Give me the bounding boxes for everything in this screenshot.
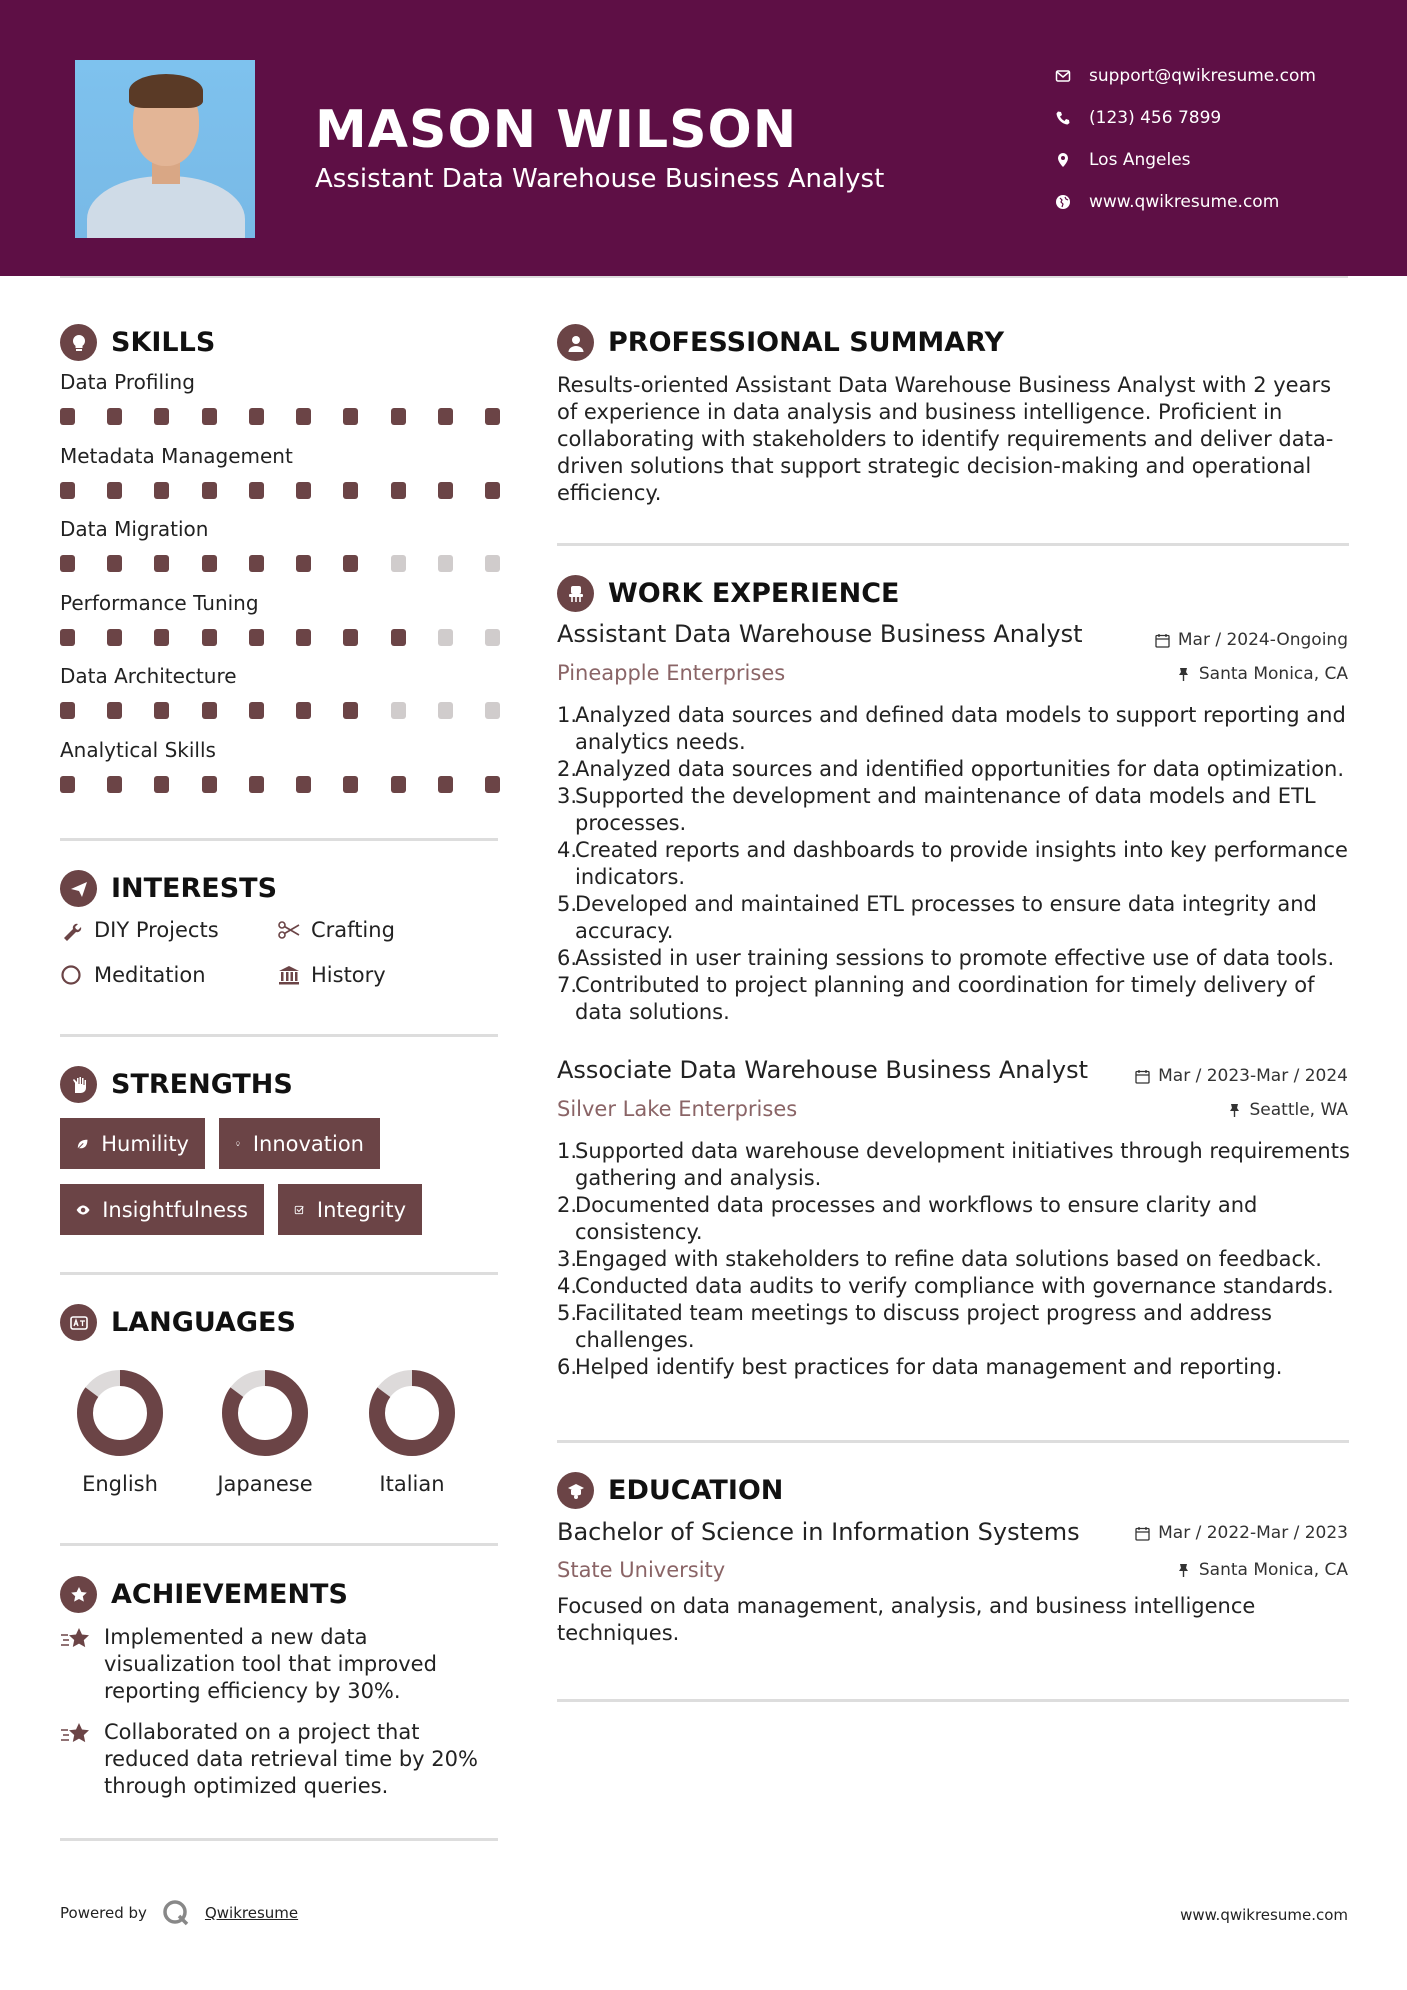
skill-level-dot bbox=[343, 555, 358, 572]
footer-url[interactable]: www.qwikresume.com bbox=[1180, 1906, 1348, 1924]
responsibility-item: 1. Analyzed data sources and defined data models to support reporting and analytics needs. bbox=[557, 703, 1346, 754]
skill-level-dot bbox=[343, 408, 358, 425]
skill-level-dot bbox=[296, 776, 311, 793]
skill-level-dot bbox=[249, 776, 264, 793]
strength-tag: Humility bbox=[60, 1118, 205, 1169]
responsibility-item: 6. Assisted in user training sessions to promote effective use of data tools. bbox=[557, 946, 1335, 970]
candidate-title: Assistant Data Warehouse Business Analyst bbox=[315, 164, 885, 194]
skill-level-dot bbox=[202, 776, 217, 793]
section-divider bbox=[557, 1440, 1349, 1443]
skill-name: Data Profiling bbox=[60, 370, 195, 394]
degree-title: Bachelor of Science in Information Systems bbox=[557, 1518, 1080, 1546]
skill-level-dot bbox=[107, 482, 122, 499]
achievements-heading: ACHIEVEMENTS bbox=[60, 1576, 348, 1613]
responsibility-item: 2. Analyzed data sources and identified opportunities for data optimization. bbox=[557, 757, 1345, 781]
skill-level-dot bbox=[154, 702, 169, 719]
interest-item: DIY Projects bbox=[60, 918, 219, 942]
education-heading: EDUCATION bbox=[557, 1472, 783, 1509]
job-title: Associate Data Warehouse Business Analyst bbox=[557, 1056, 1089, 1084]
job-title: Assistant Data Warehouse Business Analyst bbox=[557, 620, 1083, 648]
company-name: Silver Lake Enterprises bbox=[557, 1097, 798, 1121]
skill-level-meter bbox=[60, 555, 500, 572]
skills-heading: SKILLS bbox=[60, 324, 215, 361]
skill-level-dot bbox=[485, 482, 500, 499]
contact-email[interactable]: support@qwikresume.com bbox=[1055, 55, 1316, 97]
skill-level-dot bbox=[154, 555, 169, 572]
language-icon bbox=[60, 1304, 97, 1341]
pushpin-icon bbox=[1176, 667, 1191, 682]
eye-icon bbox=[76, 1199, 90, 1221]
education-date: Mar / 2022-Mar / 2023 bbox=[1135, 1523, 1348, 1543]
skill-level-dot bbox=[107, 776, 122, 793]
skill-level-meter bbox=[60, 482, 500, 499]
skill-level-dot bbox=[296, 555, 311, 572]
section-divider bbox=[60, 1034, 498, 1037]
skill-level-dot bbox=[485, 776, 500, 793]
skill-level-meter bbox=[60, 776, 500, 793]
job-date: Mar / 2023-Mar / 2024 bbox=[1135, 1066, 1348, 1086]
contact-phone[interactable]: (123) 456 7899 bbox=[1055, 97, 1316, 139]
star-icon bbox=[60, 1626, 92, 1654]
summary-heading: PROFESSIONAL SUMMARY bbox=[557, 324, 1004, 361]
responsibility-item: 7. Contributed to project planning and coordination for timely delivery of data solutions. bbox=[557, 973, 1315, 1024]
skill-level-dot bbox=[438, 482, 453, 499]
museum-icon bbox=[277, 963, 301, 987]
pushpin-icon bbox=[1176, 1563, 1191, 1578]
job-responsibilities bbox=[557, 702, 1357, 1026]
skill-level-dot bbox=[343, 629, 358, 646]
circle-icon bbox=[60, 963, 84, 987]
header-divider bbox=[60, 276, 1348, 278]
map-pin-icon bbox=[1055, 152, 1089, 168]
job-location: Santa Monica, CA bbox=[1176, 664, 1348, 684]
language-label: Japanese bbox=[217, 1472, 313, 1496]
check-square-icon bbox=[294, 1199, 305, 1221]
section-divider bbox=[60, 838, 498, 841]
skill-level-dot bbox=[60, 702, 75, 719]
skill-level-dot bbox=[343, 776, 358, 793]
education-description: Focused on data management, analysis, and business intelligence techniques. bbox=[557, 1594, 1256, 1645]
resume-header bbox=[0, 0, 1407, 276]
contact-list bbox=[1055, 55, 1316, 223]
skill-level-dot bbox=[202, 629, 217, 646]
achievement-item: Implemented a new data visualization tool that improved reporting efficiency by 30%. bbox=[60, 1624, 500, 1705]
school-name: State University bbox=[557, 1558, 726, 1582]
skill-name: Data Migration bbox=[60, 517, 209, 541]
responsibility-item: 2. Documented data processes and workflows to ensure clarity and consistency. bbox=[557, 1193, 1258, 1244]
skill-level-dot bbox=[107, 702, 122, 719]
skill-level-dot bbox=[391, 629, 406, 646]
skill-level-dot bbox=[107, 629, 122, 646]
skill-level-dot bbox=[202, 702, 217, 719]
skill-level-dot bbox=[438, 408, 453, 425]
responsibility-item: 3. Engaged with stakeholders to refine data solutions based on feedback. bbox=[557, 1247, 1322, 1271]
language-label: Italian bbox=[379, 1472, 445, 1496]
hand-icon bbox=[60, 1066, 97, 1103]
profile-photo bbox=[75, 60, 255, 238]
skill-level-dot bbox=[249, 482, 264, 499]
skill-level-dot bbox=[249, 408, 264, 425]
skill-level-dot bbox=[485, 629, 500, 646]
skill-level-dot bbox=[107, 555, 122, 572]
job-responsibilities bbox=[557, 1138, 1357, 1381]
chair-icon bbox=[557, 575, 594, 612]
skill-level-dot bbox=[343, 482, 358, 499]
skill-level-dot bbox=[154, 629, 169, 646]
candidate-name: MASON WILSON bbox=[315, 100, 798, 160]
education-location: Santa Monica, CA bbox=[1176, 1560, 1348, 1580]
star-badge-icon bbox=[60, 1576, 97, 1613]
skill-level-dot bbox=[249, 555, 264, 572]
skill-level-dot bbox=[438, 629, 453, 646]
pushpin-icon bbox=[1227, 1103, 1242, 1118]
languages-heading: LANGUAGES bbox=[60, 1304, 296, 1341]
skill-level-dot bbox=[60, 482, 75, 499]
skill-level-dot bbox=[296, 702, 311, 719]
envelope-icon bbox=[1055, 68, 1089, 84]
interest-item: Crafting bbox=[277, 918, 395, 942]
star-icon bbox=[60, 1721, 92, 1749]
skill-level-dot bbox=[249, 629, 264, 646]
experience-heading: WORK EXPERIENCE bbox=[557, 575, 899, 612]
skill-level-dot bbox=[438, 555, 453, 572]
skill-level-dot bbox=[343, 702, 358, 719]
responsibility-item: 1. Supported data warehouse development initiatives through requirements gathering and analysis. bbox=[557, 1139, 1350, 1190]
skill-name: Analytical Skills bbox=[60, 737, 216, 762]
qwikresume-logo-icon bbox=[161, 1898, 191, 1928]
calendar-icon bbox=[1135, 1526, 1150, 1541]
skill-level-dot bbox=[202, 482, 217, 499]
responsibility-item: 3. Supported the development and maintenance of data models and ETL processes. bbox=[557, 784, 1316, 835]
skill-level-dot bbox=[391, 408, 406, 425]
phone-icon bbox=[1055, 110, 1089, 126]
strength-tag: Innovation bbox=[219, 1118, 380, 1169]
skill-level-dot bbox=[107, 408, 122, 425]
strength-tag: Integrity bbox=[278, 1184, 422, 1235]
wrench-icon bbox=[60, 918, 84, 942]
skill-level-dot bbox=[249, 702, 264, 719]
skill-level-dot bbox=[60, 408, 75, 425]
responsibility-item: 4. Conducted data audits to verify compliance with governance standards. bbox=[557, 1274, 1334, 1298]
language-level-chart bbox=[369, 1370, 455, 1456]
skill-name: Metadata Management bbox=[60, 443, 293, 468]
skill-level-dot bbox=[391, 702, 406, 719]
skill-level-dot bbox=[60, 555, 75, 572]
skill-level-meter bbox=[60, 629, 500, 646]
skill-level-dot bbox=[391, 776, 406, 793]
skill-level-dot bbox=[296, 408, 311, 425]
responsibility-item: 4. Created reports and dashboards to provide insights into key performance indicators. bbox=[557, 838, 1348, 889]
skill-level-dot bbox=[438, 776, 453, 793]
section-divider bbox=[557, 543, 1349, 546]
skill-level-meter bbox=[60, 702, 500, 719]
responsibility-item: 5. Facilitated team meetings to discuss project progress and address challenges. bbox=[557, 1301, 1272, 1352]
summary-text: Results-oriented Assistant Data Warehouse Business Analyst with 2 years of experience in data analysis and business intelligence. Proficient in collaborating with stakeholders to identify requirements and deliver data-driven solutions that support strategic decision-making and operational efficiency. bbox=[557, 373, 1334, 505]
contact-location: Los Angeles bbox=[1055, 139, 1316, 181]
interest-item: History bbox=[277, 963, 386, 987]
skill-level-dot bbox=[485, 702, 500, 719]
job-date: Mar / 2024-Ongoing bbox=[1155, 630, 1348, 650]
skill-level-dot bbox=[391, 482, 406, 499]
lightbulb-icon bbox=[60, 324, 97, 361]
skill-level-dot bbox=[60, 629, 75, 646]
company-name: Pineapple Enterprises bbox=[557, 661, 786, 685]
skill-level-meter bbox=[60, 408, 500, 425]
calendar-icon bbox=[1155, 633, 1170, 648]
skill-level-dot bbox=[154, 776, 169, 793]
skill-name: Data Architecture bbox=[60, 664, 237, 688]
section-divider bbox=[60, 1272, 498, 1275]
skill-level-dot bbox=[296, 482, 311, 499]
section-divider bbox=[60, 1838, 498, 1841]
lightbulb-icon bbox=[235, 1133, 241, 1155]
scissors-icon bbox=[277, 918, 301, 942]
section-divider bbox=[60, 1543, 498, 1546]
brand-link[interactable]: Qwikresume bbox=[204, 1904, 299, 1922]
skill-name: Performance Tuning bbox=[60, 590, 259, 615]
paper-plane-icon bbox=[60, 870, 97, 907]
section-divider bbox=[557, 1699, 1349, 1702]
graduate-icon bbox=[557, 1472, 594, 1509]
skill-level-dot bbox=[154, 408, 169, 425]
skill-level-dot bbox=[391, 555, 406, 572]
skill-level-dot bbox=[60, 776, 75, 793]
skill-level-dot bbox=[202, 408, 217, 425]
skill-level-dot bbox=[485, 555, 500, 572]
globe-icon bbox=[1055, 194, 1089, 210]
language-level-chart bbox=[222, 1370, 308, 1456]
strengths-heading: STRENGTHS bbox=[60, 1066, 293, 1103]
skill-level-dot bbox=[296, 629, 311, 646]
responsibility-item: 5. Developed and maintained ETL processes to ensure data integrity and accuracy. bbox=[557, 892, 1317, 943]
achievement-item: Collaborated on a project that reduced data retrieval time by 20% through optimized queries. bbox=[60, 1719, 500, 1800]
language-level-chart bbox=[77, 1370, 163, 1456]
calendar-icon bbox=[1135, 1069, 1150, 1084]
skill-level-dot bbox=[438, 702, 453, 719]
responsibility-item: 6. Helped identify best practices for data management and reporting. bbox=[557, 1355, 1283, 1379]
job-location: Seattle, WA bbox=[1227, 1100, 1349, 1120]
strength-tag: Insightfulness bbox=[60, 1184, 264, 1235]
footer-powered-by: Powered by Qwikresume bbox=[60, 1898, 298, 1928]
leaf-icon bbox=[76, 1133, 89, 1155]
language-label: English bbox=[82, 1472, 158, 1496]
skill-level-dot bbox=[154, 482, 169, 499]
skill-level-dot bbox=[202, 555, 217, 572]
skill-level-dot bbox=[485, 408, 500, 425]
contact-website[interactable]: www.qwikresume.com bbox=[1055, 181, 1316, 223]
interest-item: Meditation bbox=[60, 963, 206, 987]
user-icon bbox=[557, 324, 594, 361]
interests-heading: INTERESTS bbox=[60, 870, 277, 907]
